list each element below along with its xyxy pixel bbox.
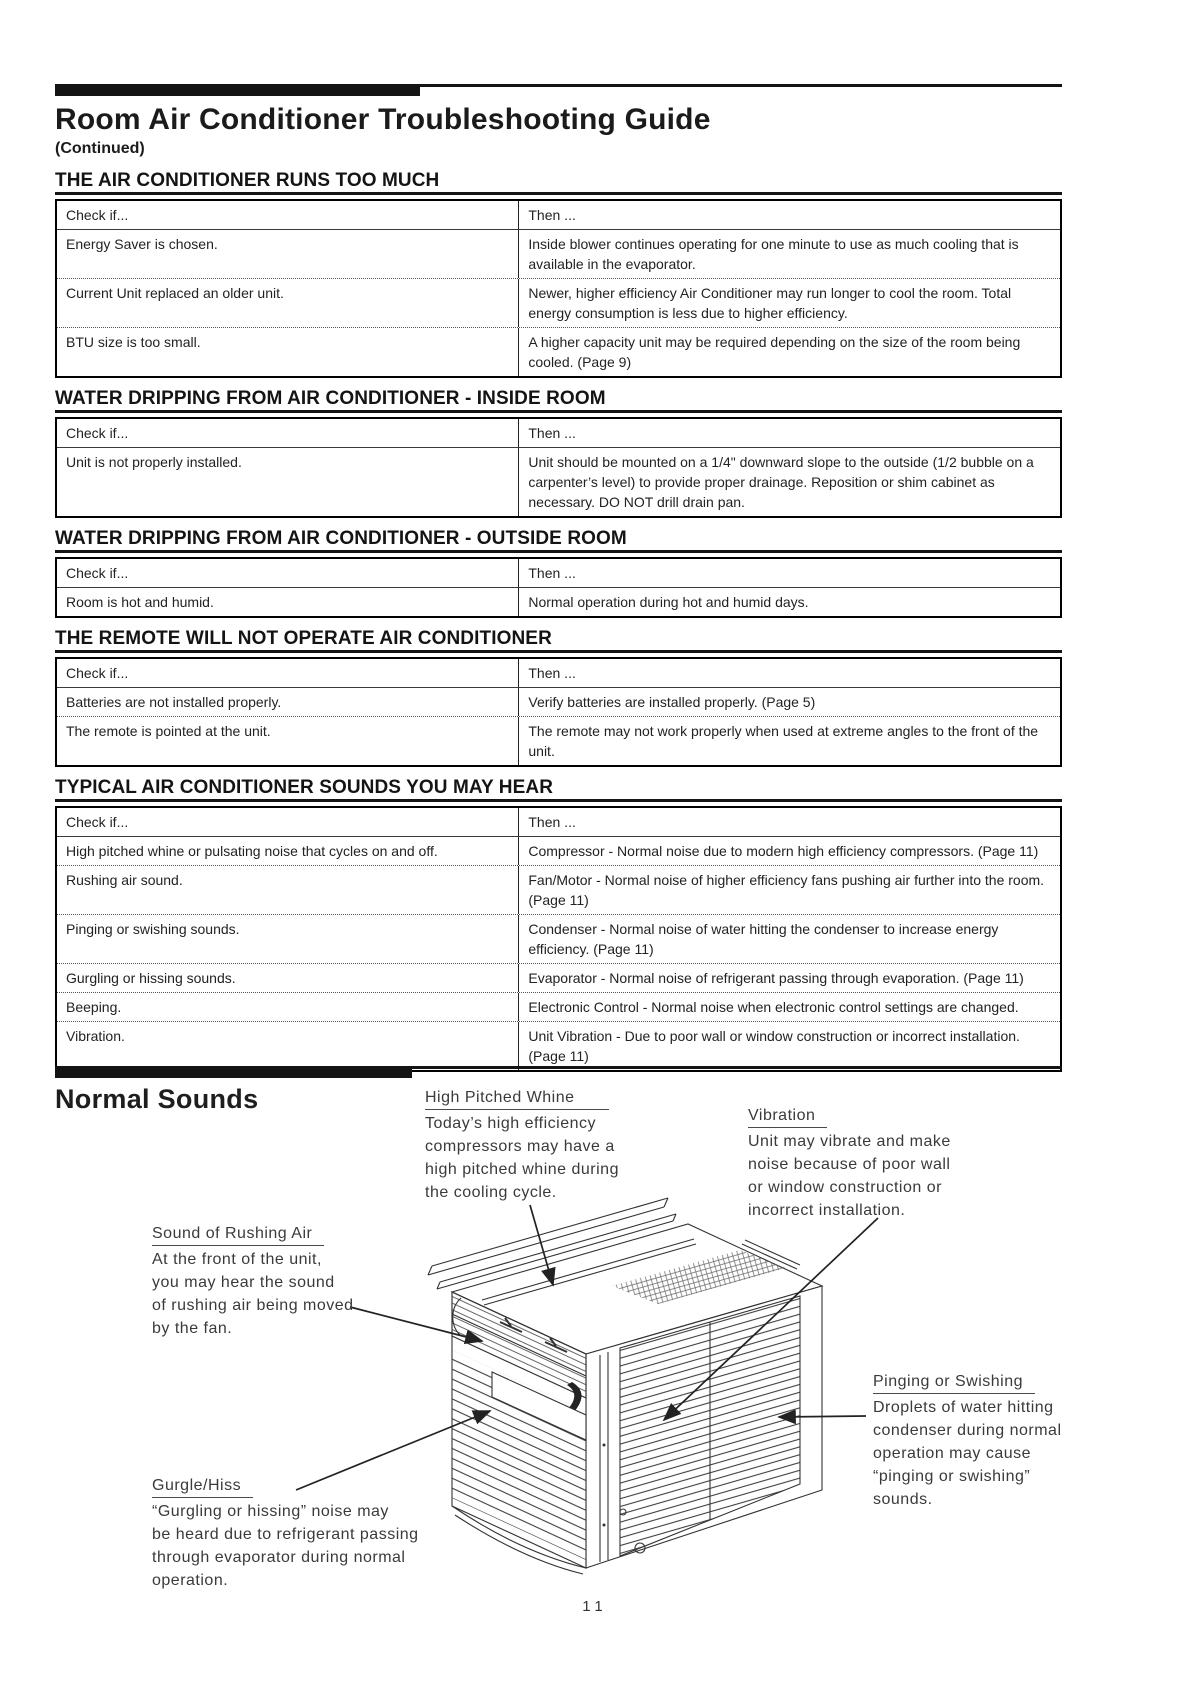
table-header-row bbox=[57, 559, 1060, 588]
table-row bbox=[57, 588, 1060, 616]
callout-text-line: the cooling cycle. bbox=[425, 1184, 557, 1201]
troubleshooting-table bbox=[55, 199, 1062, 378]
page-number: 11 bbox=[582, 1598, 608, 1615]
callout-label: High Pitched Whine bbox=[425, 1086, 609, 1110]
check-column-header: Check if... bbox=[66, 814, 129, 830]
section-heading: WATER DRIPPING FROM AIR CONDITIONER - INSIDE ROOM bbox=[55, 389, 1062, 413]
then-cell: A higher capacity unit may be required depending on the size of the room being cooled. (Page 9) bbox=[518, 328, 1060, 376]
table-row bbox=[57, 716, 1060, 765]
callout-gurgle-hiss bbox=[152, 1474, 419, 1592]
callout-text-line: through evaporator during normal bbox=[152, 1549, 406, 1566]
check-column-header: Check if... bbox=[66, 565, 129, 581]
then-cell: Fan/Motor - Normal noise of higher efficiency fans pushing air further into the room. (Page 11) bbox=[518, 866, 1060, 914]
then-column-header: Then ... bbox=[518, 808, 1060, 836]
callout-text-line: At the front of the unit, bbox=[152, 1251, 322, 1268]
then-cell: Newer, higher efficiency Air Conditioner may run longer to cool the room. Total energy consumption is less due to higher efficiency. bbox=[518, 279, 1060, 327]
check-cell: Current Unit replaced an older unit. bbox=[66, 285, 284, 301]
section-remote bbox=[55, 629, 1062, 767]
section-sounds bbox=[55, 778, 1062, 1072]
section-heading: TYPICAL AIR CONDITIONER SOUNDS YOU MAY HEAR bbox=[55, 778, 1062, 802]
check-column-header: Check if... bbox=[66, 207, 129, 223]
callout-text-line: Today’s high efficiency bbox=[425, 1115, 597, 1132]
then-column-header: Then ... bbox=[518, 659, 1060, 687]
callout-text-line: operation. bbox=[152, 1572, 229, 1589]
section-heading: WATER DRIPPING FROM AIR CONDITIONER - OUTSIDE ROOM bbox=[55, 529, 1062, 553]
normal-sounds-figure bbox=[0, 1060, 1190, 1682]
callout-pinging bbox=[873, 1370, 1062, 1511]
then-cell: Inside blower continues operating for one minute to use as much cooling that is available in the evaporator. bbox=[518, 230, 1060, 278]
check-cell: Pinging or swishing sounds. bbox=[66, 921, 240, 937]
check-column-header: Check if... bbox=[66, 425, 129, 441]
callout-text-line: be heard due to refrigerant passing bbox=[152, 1526, 419, 1543]
troubleshooting-content bbox=[55, 102, 1062, 1072]
check-cell: Room is hot and humid. bbox=[66, 594, 214, 610]
callout-label: Gurgle/Hiss bbox=[152, 1474, 253, 1498]
then-column-header: Then ... bbox=[518, 201, 1060, 229]
table-header-row bbox=[57, 659, 1060, 688]
callout-text-line: high pitched whine during bbox=[425, 1161, 619, 1178]
table-row bbox=[57, 963, 1060, 992]
then-cell: Electronic Control - Normal noise when electronic control settings are changed. bbox=[518, 993, 1060, 1021]
table-row bbox=[57, 327, 1060, 376]
callout-text-line: you may hear the sound bbox=[152, 1274, 335, 1291]
table-header-row bbox=[57, 419, 1060, 448]
table-header-row bbox=[57, 201, 1060, 230]
callout-text-line: sounds. bbox=[873, 1491, 933, 1508]
troubleshooting-table bbox=[55, 557, 1062, 618]
troubleshooting-table bbox=[55, 417, 1062, 518]
page-subtitle: (Continued) bbox=[55, 140, 145, 157]
callout-text-line: Droplets of water hitting bbox=[873, 1399, 1054, 1416]
check-cell: High pitched whine or pulsating noise that cycles on and off. bbox=[66, 843, 438, 859]
check-column-header: Check if... bbox=[66, 665, 129, 681]
section-dripping-inside bbox=[55, 389, 1062, 518]
table-row bbox=[57, 865, 1060, 914]
ac-unit-drawing bbox=[428, 1198, 822, 1574]
check-cell: BTU size is too small. bbox=[66, 334, 201, 350]
table-row bbox=[57, 278, 1060, 327]
check-cell: Gurgling or hissing sounds. bbox=[66, 970, 236, 986]
top-divider-bar bbox=[55, 84, 420, 96]
callout-arrow-pinging bbox=[779, 1416, 866, 1417]
table-row bbox=[57, 837, 1060, 865]
table-row bbox=[57, 230, 1060, 278]
callout-high-pitched-whine bbox=[425, 1086, 619, 1204]
callout-text-line: “pinging or swishing” bbox=[873, 1468, 1031, 1485]
section-heading: THE AIR CONDITIONER RUNS TOO MUCH bbox=[55, 171, 1062, 195]
then-cell: Normal operation during hot and humid days. bbox=[518, 588, 1060, 616]
table-row bbox=[57, 448, 1060, 516]
callout-vibration bbox=[748, 1104, 951, 1222]
callout-label: Pinging or Swishing bbox=[873, 1370, 1035, 1394]
callout-text-line: by the fan. bbox=[152, 1320, 233, 1337]
callout-text-line: incorrect installation. bbox=[748, 1202, 906, 1219]
normal-sounds-heading: Normal Sounds bbox=[55, 1084, 259, 1114]
section-heading: THE REMOTE WILL NOT OPERATE AIR CONDITIONER bbox=[55, 629, 1062, 653]
check-cell: The remote is pointed at the unit. bbox=[66, 723, 271, 739]
callout-text-line: “Gurgling or hissing” noise may bbox=[152, 1503, 389, 1520]
check-cell: Vibration. bbox=[66, 1028, 125, 1044]
callout-label: Sound of Rushing Air bbox=[152, 1222, 324, 1246]
callout-label: Vibration bbox=[748, 1104, 827, 1128]
section-dripping-outside bbox=[55, 529, 1062, 618]
callout-text-line: of rushing air being moved bbox=[152, 1297, 354, 1314]
then-column-header: Then ... bbox=[518, 419, 1060, 447]
troubleshooting-table bbox=[55, 806, 1062, 1072]
callout-rushing-air bbox=[152, 1222, 354, 1340]
check-cell: Unit is not properly installed. bbox=[66, 454, 242, 470]
then-cell: Evaporator - Normal noise of refrigerant passing through evaporation. (Page 11) bbox=[518, 964, 1060, 992]
then-cell: Condenser - Normal noise of water hitting the condenser to increase energy efficiency. (Page 11) bbox=[518, 915, 1060, 963]
check-cell: Beeping. bbox=[66, 999, 122, 1015]
section-runs-too-much bbox=[55, 171, 1062, 378]
then-cell: Unit should be mounted on a 1/4" downward slope to the outside (1/2 bubble on a carpenter’s level) to provide proper drainage. Reposition or shim cabinet as necessary. DO NOT drill drain pan. bbox=[518, 448, 1060, 516]
callout-text-line: noise because of poor wall bbox=[748, 1156, 951, 1173]
callout-text-line: compressors may have a bbox=[425, 1138, 615, 1155]
callout-text-line: operation may cause bbox=[873, 1445, 1032, 1462]
then-cell: Verify batteries are installed properly. (Page 5) bbox=[518, 688, 1060, 716]
check-cell: Energy Saver is chosen. bbox=[66, 236, 218, 252]
table-row bbox=[57, 992, 1060, 1021]
callout-text-line: condenser during normal bbox=[873, 1422, 1062, 1439]
top-divider-line bbox=[420, 84, 1062, 87]
troubleshooting-table bbox=[55, 657, 1062, 767]
page-title: Room Air Conditioner Troubleshooting Guide bbox=[55, 103, 711, 136]
callout-text-line: or window construction or bbox=[748, 1179, 942, 1196]
then-cell: Compressor - Normal noise due to modern high efficiency compressors. (Page 11) bbox=[518, 837, 1060, 865]
table-row bbox=[57, 914, 1060, 963]
then-column-header: Then ... bbox=[518, 559, 1060, 587]
then-cell: Unit Vibration - Due to poor wall or window construction or incorrect installation. (Page 11) bbox=[518, 1022, 1060, 1070]
callout-text-line: Unit may vibrate and make bbox=[748, 1133, 951, 1150]
check-cell: Batteries are not installed properly. bbox=[66, 694, 282, 710]
table-header-row bbox=[57, 808, 1060, 837]
table-row bbox=[57, 688, 1060, 716]
check-cell: Rushing air sound. bbox=[66, 872, 183, 888]
then-cell: The remote may not work properly when used at extreme angles to the front of the unit. bbox=[518, 717, 1060, 765]
